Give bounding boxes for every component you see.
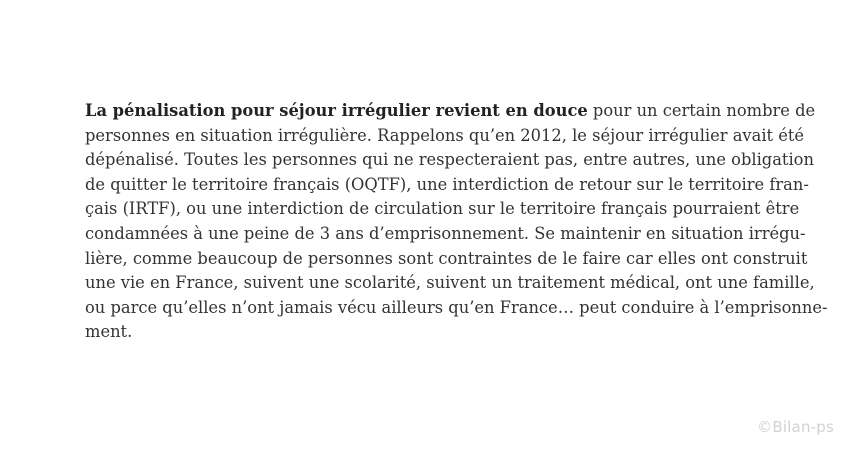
paragraph-line-8: une vie en France, suivent une scolarité, suivent un traitement médical, ont une famille, — [85, 273, 815, 293]
line-1-rest: pour un certain nombre de — [587, 101, 816, 120]
paragraph-line-9: ou parce qu’elles n’ont jamais vécu ailleurs qu’en France… peut conduire à l’emprisonne- — [85, 297, 828, 317]
paragraph-line-7: lière, comme beaucoup de personnes sont contraintes de le faire car elles ont construit — [85, 248, 808, 268]
article-paragraph — [85, 99, 828, 345]
paragraph-line-4: de quitter le territoire français (OQTF), une interdiction de retour sur le territoire fran- — [85, 174, 809, 194]
paragraph-line-6: condamnées à une peine de 3 ans d’emprisonnement. Se maintenir en situation irrégu- — [85, 223, 806, 243]
paragraph-line-1 — [85, 99, 816, 124]
paragraph-line-2: personnes en situation irrégulière. Rappelons qu’en 2012, le séjour irrégulier avait été — [85, 125, 805, 145]
lead-sentence: La pénalisation pour séjour irrégulier revient en douce — [85, 101, 588, 120]
paragraph-line-10: ment. — [85, 322, 133, 342]
paragraph-line-5: çais (IRTF), ou une interdiction de circulation sur le territoire français pourraient être — [85, 199, 800, 219]
paragraph-line-3: dépénalisé. Toutes les personnes qui ne respecteraient pas, entre autres, une obligation — [85, 150, 814, 170]
watermark: ©Bilan-ps — [757, 418, 834, 436]
